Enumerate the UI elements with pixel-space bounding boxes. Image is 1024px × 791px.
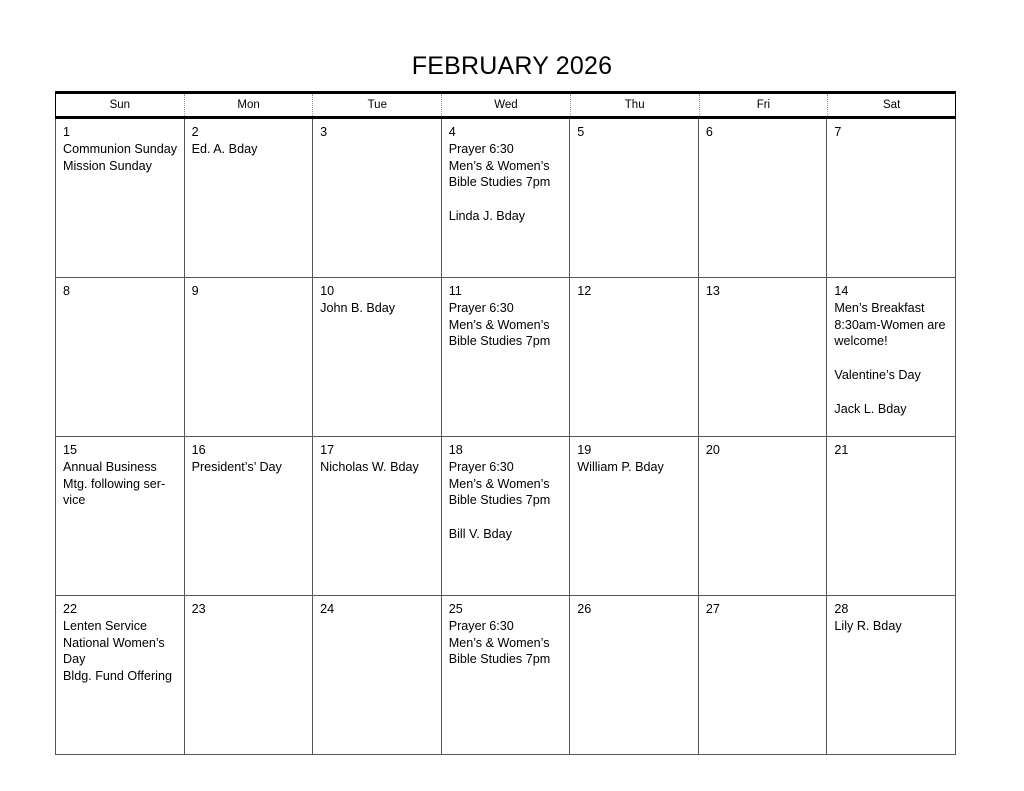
- event-text: welcome!: [834, 334, 888, 349]
- event-text: [834, 384, 949, 401]
- day-cell: [56, 278, 185, 437]
- day-number: 8: [63, 284, 71, 298]
- day-cell: [185, 278, 314, 437]
- day-number: 7: [834, 125, 842, 139]
- event-text: Men’s & Women’s: [448, 317, 550, 332]
- day-number: 3: [320, 125, 328, 139]
- day-number: 4: [448, 125, 456, 139]
- event-text: Day: [63, 652, 86, 667]
- event-text: Bible Studies 7pm: [448, 334, 551, 349]
- day-number: 24: [320, 602, 335, 616]
- event-text: National Women’s: [63, 635, 165, 650]
- day-cell: [570, 119, 699, 278]
- day-number: 25: [448, 602, 463, 616]
- day-number: 22: [63, 602, 78, 616]
- day-number: 28: [834, 602, 849, 616]
- day-cell: [185, 119, 314, 278]
- weekday-tue: Tue: [312, 94, 441, 116]
- day-number: 2: [191, 125, 199, 139]
- event-text: [834, 350, 949, 367]
- day-number: 17: [320, 443, 335, 457]
- day-cell: [313, 437, 442, 596]
- day-number: 13: [705, 284, 720, 298]
- event-text: Prayer 6:30: [448, 141, 514, 156]
- day-cell: [442, 437, 571, 596]
- day-cell: [827, 596, 956, 755]
- day-cell: [185, 596, 314, 755]
- day-number: 9: [191, 284, 199, 298]
- event-text: vice: [63, 493, 86, 508]
- weekday-wed: Wed: [441, 94, 570, 116]
- event-text: [449, 509, 564, 526]
- weekday-fri: Fri: [699, 94, 828, 116]
- day-grid: [55, 119, 956, 755]
- event-text: Mtg. following ser-: [63, 476, 166, 491]
- event-text: Linda J. Bday: [448, 208, 526, 223]
- day-number: 6: [705, 125, 713, 139]
- day-cell: [827, 437, 956, 596]
- day-cell: [313, 596, 442, 755]
- day-number: 26: [577, 602, 592, 616]
- event-text: Bible Studies 7pm: [448, 175, 551, 190]
- day-cell: [56, 596, 185, 755]
- day-number: 12: [577, 284, 592, 298]
- day-cell: [827, 278, 956, 437]
- event-text: Annual Business: [63, 459, 157, 474]
- page-title: FEBRUARY 2026: [411, 52, 613, 80]
- event-text: Prayer 6:30: [448, 300, 514, 315]
- day-cell: [442, 119, 571, 278]
- calendar: [55, 91, 956, 755]
- day-number: 21: [834, 443, 849, 457]
- event-text: Bible Studies 7pm: [448, 652, 551, 667]
- day-cell: [442, 278, 571, 437]
- day-cell: [56, 437, 185, 596]
- event-text: Communion Sunday: [63, 141, 178, 156]
- event-text: Bill V. Bday: [448, 526, 512, 541]
- day-number: 19: [577, 443, 592, 457]
- day-number: 1: [63, 125, 71, 139]
- weekday-mon: Mon: [184, 94, 313, 116]
- event-text: Jack L. Bday: [834, 401, 907, 416]
- event-text: Valentine’s Day: [834, 367, 921, 382]
- day-number: 20: [705, 443, 720, 457]
- day-cell: [699, 437, 828, 596]
- day-number: 16: [191, 443, 206, 457]
- event-text: Bible Studies 7pm: [448, 493, 551, 508]
- day-number: 10: [320, 284, 335, 298]
- day-number: 11: [448, 284, 462, 298]
- day-number: 14: [834, 284, 849, 298]
- day-number: 18: [448, 443, 463, 457]
- weekday-sun: Sun: [55, 94, 184, 116]
- event-text: 8:30am-Women are: [834, 317, 946, 332]
- weekday-sat: Sat: [827, 94, 956, 116]
- weekday-header: [55, 94, 956, 119]
- event-text: President’s’ Day: [191, 459, 282, 474]
- event-text: [449, 191, 564, 208]
- day-number: 15: [63, 443, 78, 457]
- event-text: Prayer 6:30: [448, 459, 514, 474]
- day-cell: [699, 119, 828, 278]
- event-text: Lenten Service: [63, 618, 148, 633]
- event-text: Men’s & Women’s: [448, 158, 550, 173]
- event-text: Ed. A. Bday: [191, 141, 258, 156]
- event-text: Nicholas W. Bday: [320, 459, 419, 474]
- day-cell: [313, 119, 442, 278]
- event-text: Men’s & Women’s: [448, 476, 550, 491]
- day-cell: [442, 596, 571, 755]
- event-text: Bldg. Fund Offering: [63, 669, 172, 684]
- day-cell: [699, 278, 828, 437]
- day-cell: [699, 596, 828, 755]
- event-text: Men’s & Women’s: [448, 635, 550, 650]
- weekday-thu: Thu: [570, 94, 699, 116]
- day-cell: [570, 278, 699, 437]
- day-number: 5: [577, 125, 585, 139]
- day-cell: [185, 437, 314, 596]
- day-cell: [570, 596, 699, 755]
- event-text: Prayer 6:30: [448, 618, 514, 633]
- day-cell: [570, 437, 699, 596]
- day-cell: [313, 278, 442, 437]
- event-text: Mission Sunday: [63, 158, 152, 173]
- day-number: 23: [191, 602, 206, 616]
- day-number: 27: [705, 602, 720, 616]
- event-text: Lily R. Bday: [834, 618, 902, 633]
- day-cell: [56, 119, 185, 278]
- event-text: William P. Bday: [577, 459, 664, 474]
- event-text: John B. Bday: [320, 300, 396, 315]
- day-cell: [827, 119, 956, 278]
- event-text: Men’s Breakfast: [834, 300, 925, 315]
